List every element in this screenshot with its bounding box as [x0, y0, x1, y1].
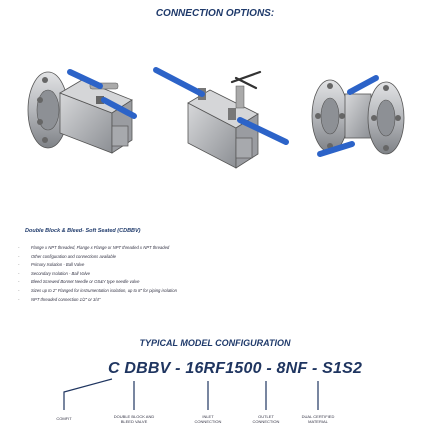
- label-dual-certified-material: DUAL CERTIFIED MATERIAL: [301, 414, 335, 425]
- valve-flange-flange-image: [312, 78, 404, 154]
- label-double-block-bleed: DOUBLE BLOCK AND BLEED VALVE: [113, 414, 155, 425]
- page-title: CONNECTION OPTIONS:: [155, 8, 275, 19]
- model-code: C DBBV - 16RF1500 - 8NF - S1S2: [108, 360, 363, 377]
- feature-item: - Flange x NPT threaded, Flange x Flange or NPT threaded x NPT threaded: [18, 244, 177, 253]
- feature-item: - Secondary Isolation - Ball Valve: [18, 270, 177, 279]
- feature-item: - NPT threaded connection 1/2" or 3/4": [18, 296, 177, 305]
- feature-item: - Other configuration and connections available: [18, 253, 177, 262]
- feature-list: [18, 244, 177, 304]
- label-outlet-connection: OUTLET CONNECTION: [252, 414, 280, 425]
- feature-item: - Primary Isolation - Ball Valve: [18, 261, 177, 270]
- feature-item: - Bleed Screwed Bonnet Needle or OS&Y type needle valve: [18, 278, 177, 287]
- valve-illustrations: [0, 58, 430, 178]
- config-title: TYPICAL MODEL CONFIGURATION: [139, 338, 291, 348]
- valve-flange-npt-image: [28, 72, 134, 153]
- valve-npt-npt-image: [156, 70, 286, 168]
- label-comfit: COMFIT: [56, 416, 72, 421]
- feature-item: - Sizes up to 2" Flanged for instrumentation isolation, up to 8" for piping isolation: [18, 287, 177, 296]
- product-subtitle: Double Block & Bleed- Soft Seated (CDBBV): [25, 228, 141, 234]
- label-inlet-connection: INLET CONNECTION: [194, 414, 222, 425]
